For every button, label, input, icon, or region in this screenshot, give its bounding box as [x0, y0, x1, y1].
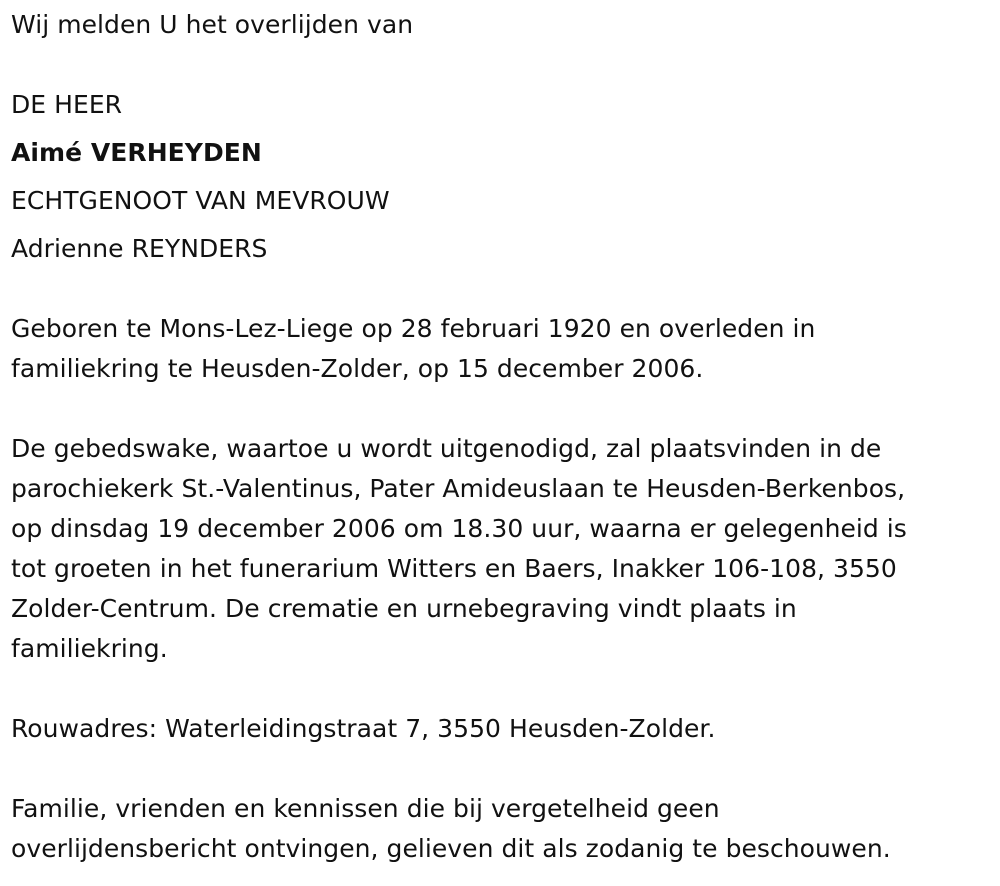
birth-death-line-1: Geboren te Mons-Lez-Liege op 28 februari 1920 en overleden in: [11, 314, 816, 343]
deceased-name: Aimé VERHEYDEN: [11, 138, 262, 167]
wake-line-1: De gebedswake, waartoe u wordt uitgenodigd, zal plaatsvinden in de: [11, 434, 882, 463]
intro-text: Wij melden U het overlijden van: [11, 10, 414, 39]
wake-line-4: tot groeten in het funerarium Witters en Baers, Inakker 106-108, 3550: [11, 554, 897, 583]
closing-line-2: overlijdensbericht ontvingen, gelieven dit als zodanig te beschouwen.: [11, 834, 891, 863]
wake-line-2: parochiekerk St.-Valentinus, Pater Amideuslaan te Heusden-Berkenbos,: [11, 474, 906, 503]
closing-line-1: Familie, vrienden en kennissen die bij vergetelheid geen: [11, 794, 720, 823]
relation-text: ECHTGENOOT VAN MEVROUW: [11, 186, 390, 215]
wake-line-3: op dinsdag 19 december 2006 om 18.30 uur, waarna er gelegenheid is: [11, 514, 907, 543]
wake-line-5: Zolder-Centrum. De crematie en urnebegraving vindt plaats in: [11, 594, 797, 623]
spouse-name: Adrienne REYNDERS: [11, 234, 268, 263]
wake-line-6: familiekring.: [11, 634, 168, 663]
birth-death-line-2: familiekring te Heusden-Zolder, op 15 december 2006.: [11, 354, 704, 383]
title-text: DE HEER: [11, 90, 123, 119]
mourning-address: Rouwadres: Waterleidingstraat 7, 3550 Heusden-Zolder.: [11, 714, 716, 743]
